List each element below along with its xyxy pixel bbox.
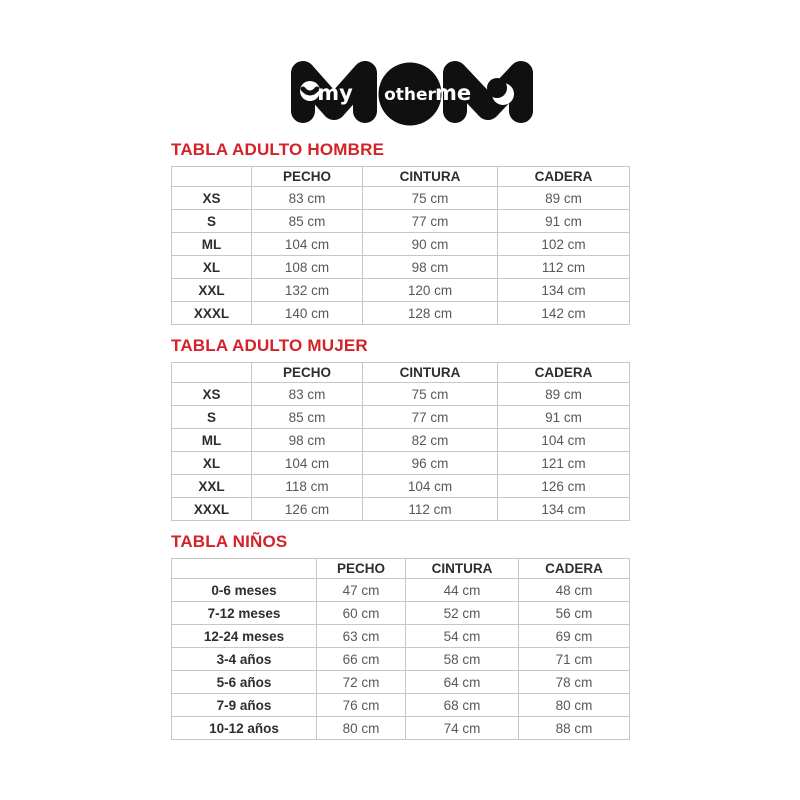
measure-value: 134 cm: [498, 279, 630, 302]
table-row: [172, 256, 630, 279]
measure-value: 132 cm: [252, 279, 363, 302]
measure-value: 77 cm: [363, 210, 498, 233]
measure-value: 78 cm: [519, 671, 630, 694]
measure-value: 63 cm: [317, 625, 406, 648]
col-header-cintura: CINTURA: [406, 559, 519, 579]
size-label: XL: [172, 256, 252, 279]
measure-value: 71 cm: [519, 648, 630, 671]
measure-value: 80 cm: [519, 694, 630, 717]
table-row: [172, 694, 630, 717]
table-row: [172, 383, 630, 406]
table-row: [172, 210, 630, 233]
mom-logo-graphic: [290, 50, 540, 134]
header-row: [172, 559, 630, 579]
col-header-cadera: CADERA: [498, 363, 630, 383]
measure-value: 47 cm: [317, 579, 406, 602]
size-table-adulto-mujer: [171, 362, 630, 521]
measure-value: 91 cm: [498, 406, 630, 429]
size-label: ML: [172, 429, 252, 452]
measure-value: 72 cm: [317, 671, 406, 694]
table-row: [172, 602, 630, 625]
table-title-adulto-hombre: TABLA ADULTO HOMBRE: [171, 140, 385, 159]
col-header-cintura: CINTURA: [363, 363, 498, 383]
measure-value: 44 cm: [406, 579, 519, 602]
measure-value: 68 cm: [406, 694, 519, 717]
measure-value: 104 cm: [498, 429, 630, 452]
size-label: 5-6 años: [172, 671, 317, 694]
measure-value: 56 cm: [519, 602, 630, 625]
tables-container: [171, 140, 629, 740]
size-label: 7-9 años: [172, 694, 317, 717]
measure-value: 98 cm: [252, 429, 363, 452]
col-header-pecho: PECHO: [252, 363, 363, 383]
table-row: [172, 187, 630, 210]
measure-value: 121 cm: [498, 452, 630, 475]
logo-word-me: me: [434, 81, 472, 105]
size-label: XXXL: [172, 302, 252, 325]
brand-logo: [171, 50, 629, 134]
table-row: [172, 475, 630, 498]
measure-value: 104 cm: [252, 233, 363, 256]
size-label: 7-12 meses: [172, 602, 317, 625]
table-row: [172, 579, 630, 602]
col-header-empty: [172, 559, 317, 579]
measure-value: 52 cm: [406, 602, 519, 625]
size-label: XXXL: [172, 498, 252, 521]
measure-value: 104 cm: [252, 452, 363, 475]
measure-value: 120 cm: [363, 279, 498, 302]
size-label: 10-12 años: [172, 717, 317, 740]
table-row: [172, 279, 630, 302]
measure-value: 89 cm: [498, 383, 630, 406]
table-row: [172, 498, 630, 521]
measure-value: 75 cm: [363, 383, 498, 406]
col-header-cintura: CINTURA: [363, 167, 498, 187]
measure-value: 58 cm: [406, 648, 519, 671]
measure-value: 77 cm: [363, 406, 498, 429]
col-header-cadera: CADERA: [519, 559, 630, 579]
size-label: XS: [172, 187, 252, 210]
size-label: S: [172, 210, 252, 233]
measure-value: 102 cm: [498, 233, 630, 256]
table-row: [172, 625, 630, 648]
measure-value: 60 cm: [317, 602, 406, 625]
measure-value: 96 cm: [363, 452, 498, 475]
measure-value: 89 cm: [498, 187, 630, 210]
logo-word-other: other: [384, 85, 436, 105]
col-header-empty: [172, 363, 252, 383]
measure-value: 48 cm: [519, 579, 630, 602]
table-row: [172, 648, 630, 671]
measure-value: 104 cm: [363, 475, 498, 498]
size-label: XXL: [172, 279, 252, 302]
col-header-empty: [172, 167, 252, 187]
size-label: 0-6 meses: [172, 579, 317, 602]
table-row: [172, 302, 630, 325]
measure-value: 128 cm: [363, 302, 498, 325]
table-row: [172, 406, 630, 429]
table-row: [172, 429, 630, 452]
measure-value: 66 cm: [317, 648, 406, 671]
header-row: [172, 363, 630, 383]
measure-value: 54 cm: [406, 625, 519, 648]
measure-value: 140 cm: [252, 302, 363, 325]
measure-value: 75 cm: [363, 187, 498, 210]
table-title-adulto-mujer: TABLA ADULTO MUJER: [171, 336, 368, 355]
size-label: XL: [172, 452, 252, 475]
size-table-section-adulto-hombre: [171, 140, 629, 325]
table-row: [172, 233, 630, 256]
size-label: 3-4 años: [172, 648, 317, 671]
measure-value: 142 cm: [498, 302, 630, 325]
measure-value: 82 cm: [363, 429, 498, 452]
measure-value: 88 cm: [519, 717, 630, 740]
measure-value: 118 cm: [252, 475, 363, 498]
measure-value: 112 cm: [498, 256, 630, 279]
table-title-ninos: TABLA NIÑOS: [171, 532, 288, 551]
measure-value: 69 cm: [519, 625, 630, 648]
measure-value: 108 cm: [252, 256, 363, 279]
measure-value: 126 cm: [498, 475, 630, 498]
measure-value: 76 cm: [317, 694, 406, 717]
measure-value: 112 cm: [363, 498, 498, 521]
logo-word-my: my: [317, 81, 353, 105]
measure-value: 126 cm: [252, 498, 363, 521]
size-label: 12-24 meses: [172, 625, 317, 648]
header-row: [172, 167, 630, 187]
measure-value: 83 cm: [252, 187, 363, 210]
table-row: [172, 671, 630, 694]
size-table-ninos: [171, 558, 630, 740]
size-label: S: [172, 406, 252, 429]
size-table-section-adulto-mujer: [171, 336, 629, 521]
size-label: ML: [172, 233, 252, 256]
measure-value: 91 cm: [498, 210, 630, 233]
col-header-cadera: CADERA: [498, 167, 630, 187]
measure-value: 85 cm: [252, 210, 363, 233]
size-table-adulto-hombre: [171, 166, 630, 325]
measure-value: 64 cm: [406, 671, 519, 694]
size-table-section-ninos: [171, 532, 629, 740]
measure-value: 98 cm: [363, 256, 498, 279]
content-card: [143, 50, 657, 750]
col-header-pecho: PECHO: [252, 167, 363, 187]
measure-value: 85 cm: [252, 406, 363, 429]
measure-value: 74 cm: [406, 717, 519, 740]
size-label: XXL: [172, 475, 252, 498]
size-label: XS: [172, 383, 252, 406]
measure-value: 80 cm: [317, 717, 406, 740]
measure-value: 83 cm: [252, 383, 363, 406]
table-row: [172, 717, 630, 740]
measure-value: 90 cm: [363, 233, 498, 256]
col-header-pecho: PECHO: [317, 559, 406, 579]
measure-value: 134 cm: [498, 498, 630, 521]
table-row: [172, 452, 630, 475]
